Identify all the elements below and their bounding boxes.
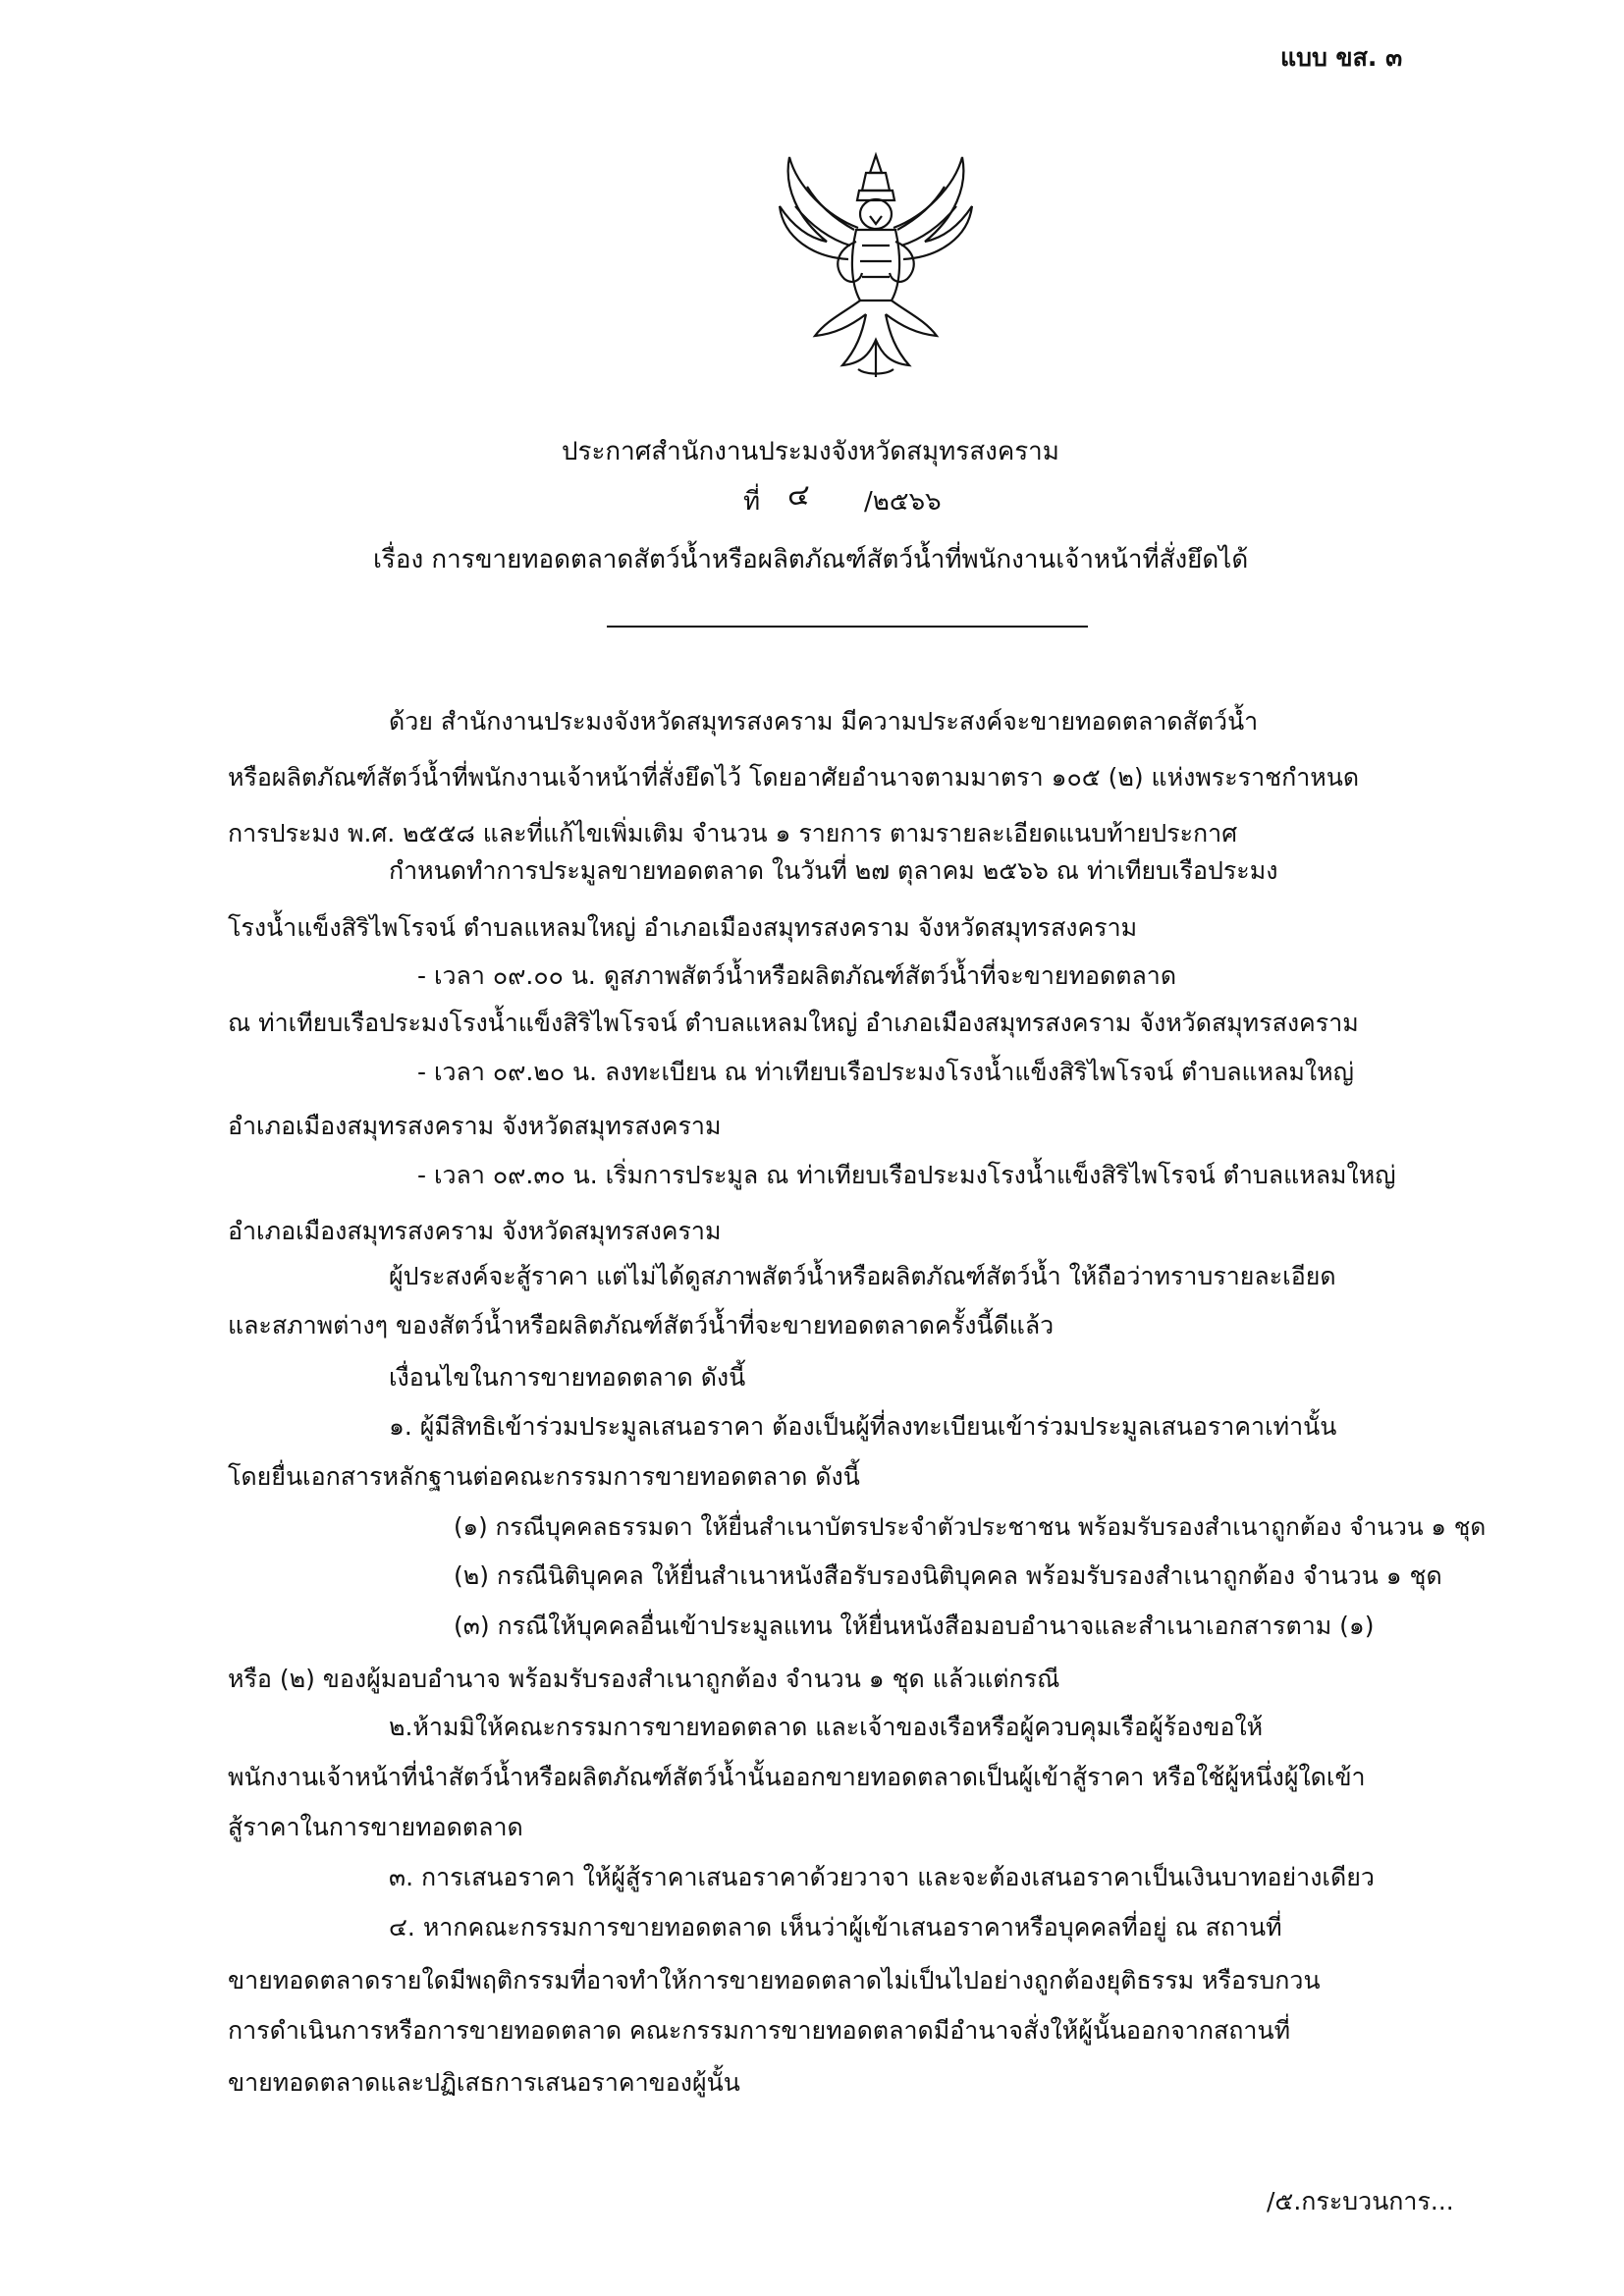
- body-line: ๑. ผู้มีสิทธิเข้าร่วมประมูลเสนอราคา ต้องเป็นผู้ที่ลงทะเบียนเข้าร่วมประมูลเสนอราคาเท่านั้น: [389, 1412, 1337, 1441]
- body-line: (๒) กรณีนิติบุคคล ให้ยื่นสำเนาหนังสือรับรองนิติบุคคล พร้อมรับรองสำเนาถูกต้อง จำนวน ๑ ชุด: [454, 1561, 1442, 1590]
- body-line: การประมง พ.ศ. ๒๕๕๘ และที่แก้ไขเพิ่มเติม จำนวน ๑ รายการ ตามรายละเอียดแนบท้ายประกาศ: [228, 819, 1238, 847]
- body-line: ณ ท่าเทียบเรือประมงโรงน้ำแข็งสิริไพโรจน์ ตำบลแหลมใหญ่ อำเภอเมืองสมุทรสงคราม จังหวัดสมุทรสงคราม: [228, 1009, 1359, 1037]
- body-line: ๓. การเสนอราคา ให้ผู้สู้ราคาเสนอราคาด้วยวาจา และจะต้องเสนอราคาเป็นเงินบาทอย่างเดียว: [389, 1863, 1375, 1891]
- header-divider: [607, 626, 1088, 628]
- header-number-year: /๒๕๖๖: [864, 487, 942, 517]
- continuation-note: /๕.กระบวนการ...: [1267, 2187, 1454, 2215]
- body-line: อำเภอเมืองสมุทรสงคราม จังหวัดสมุทรสงคราม: [228, 1112, 722, 1140]
- body-line: อำเภอเมืองสมุทรสงคราม จังหวัดสมุทรสงคราม: [228, 1217, 722, 1245]
- body-line: ผู้ประสงค์จะสู้ราคา แต่ไม่ได้ดูสภาพสัตว์น้ำหรือผลิตภัณฑ์สัตว์น้ำ ให้ถือว่าทราบรายละเอียด: [389, 1262, 1336, 1290]
- header-number-handwritten: ๔: [787, 478, 810, 513]
- body-line: โรงน้ำแข็งสิริไพโรจน์ ตำบลแหลมใหญ่ อำเภอเมืองสมุทรสงคราม จังหวัดสมุทรสงคราม: [228, 913, 1138, 942]
- body-line: เงื่อนไขในการขายทอดตลาด ดังนี้: [389, 1363, 746, 1392]
- header-agency: ประกาศสำนักงานประมงจังหวัดสมุทรสงคราม: [562, 437, 1059, 466]
- header-number-prefix: ที่: [743, 487, 761, 517]
- body-line: - เวลา ๐๙.๓๐ น. เริ่มการประมูล ณ ท่าเทียบเรือประมงโรงน้ำแข็งสิริไพโรจน์ ตำบลแหลมใหญ่: [417, 1161, 1396, 1189]
- body-line: - เวลา ๐๙.๒๐ น. ลงทะเบียน ณ ท่าเทียบเรือประมงโรงน้ำแข็งสิริไพโรจน์ ตำบลแหลมใหญ่: [417, 1058, 1354, 1086]
- body-line: หรือผลิตภัณฑ์สัตว์น้ำที่พนักงานเจ้าหน้าที่สั่งยึดไว้ โดยอาศัยอำนาจตามมาตรา ๑๐๕ (๒) แห่งพระราชกำหนด: [228, 763, 1360, 792]
- body-line: ๒.ห้ามมิให้คณะกรรมการขายทอดตลาด และเจ้าของเรือหรือผู้ควบคุมเรือผู้ร้องขอให้: [389, 1713, 1264, 1741]
- body-line: (๑) กรณีบุคคลธรรมดา ให้ยื่นสำเนาบัตรประจำตัวประชาชน พร้อมรับรองสำเนาถูกต้อง จำนวน ๑ ชุด: [454, 1512, 1487, 1541]
- body-line: ด้วย สำนักงานประมงจังหวัดสมุทรสงคราม มีความประสงค์จะขายทอดตลาดสัตว์น้ำ: [389, 707, 1259, 736]
- body-line: (๓) กรณีให้บุคคลอื่นเข้าประมูลแทน ให้ยื่นหนังสือมอบอำนาจและสำเนาเอกสารตาม (๑): [454, 1612, 1375, 1640]
- body-line: โดยยื่นเอกสารหลักฐานต่อคณะกรรมการขายทอดตลาด ดังนี้: [228, 1462, 860, 1491]
- body-line: การดำเนินการหรือการขายทอดตลาด คณะกรรมการขายทอดตลาดมีอำนาจสั่งให้ผู้นั้นออกจากสถานที่: [228, 2016, 1291, 2045]
- body-line: ๔. หากคณะกรรมการขายทอดตลาด เห็นว่าผู้เข้าเสนอราคาหรือบุคคลที่อยู่ ณ สถานที่: [389, 1913, 1282, 1941]
- body-line: พนักงานเจ้าหน้าที่นำสัตว์น้ำหรือผลิตภัณฑ์สัตว์น้ำนั้นออกขายทอดตลาดเป็นผู้เข้าสู้ราคา หรือใช้ผู้หนึ่งผู้ใดเข้า: [228, 1763, 1366, 1791]
- garuda-emblem-icon: [768, 147, 984, 383]
- header-subject: เรื่อง การขายทอดตลาดสัตว์น้ำหรือผลิตภัณฑ์สัตว์น้ำที่พนักงานเจ้าหน้าที่สั่งยึดได้: [373, 545, 1249, 574]
- body-line: ขายทอดตลาดรายใดมีพฤติกรรมที่อาจทำให้การขายทอดตลาดไม่เป็นไปอย่างถูกต้องยุติธรรม หรือรบกวน: [228, 1966, 1321, 1995]
- body-line: หรือ (๒) ของผู้มอบอำนาจ พร้อมรับรองสำเนาถูกต้อง จำนวน ๑ ชุด แล้วแต่กรณี: [228, 1665, 1060, 1693]
- body-line: กำหนดทำการประมูลขายทอดตลาด ในวันที่ ๒๗ ตุลาคม ๒๕๖๖ ณ ท่าเทียบเรือประมง: [389, 856, 1278, 885]
- form-code: แบบ ขส. ๓: [1280, 43, 1403, 72]
- body-line: - เวลา ๐๙.๐๐ น. ดูสภาพสัตว์น้ำหรือผลิตภัณฑ์สัตว์น้ำที่จะขายทอดตลาด: [417, 961, 1177, 990]
- body-line: ขายทอดตลาดและปฏิเสธการเสนอราคาของผู้นั้น: [228, 2068, 740, 2097]
- body-line: สู้ราคาในการขายทอดตลาด: [228, 1813, 523, 1841]
- body-line: และสภาพต่างๆ ของสัตว์น้ำหรือผลิตภัณฑ์สัตว์น้ำที่จะขายทอดตลาดครั้งนี้ดีแล้ว: [228, 1311, 1055, 1339]
